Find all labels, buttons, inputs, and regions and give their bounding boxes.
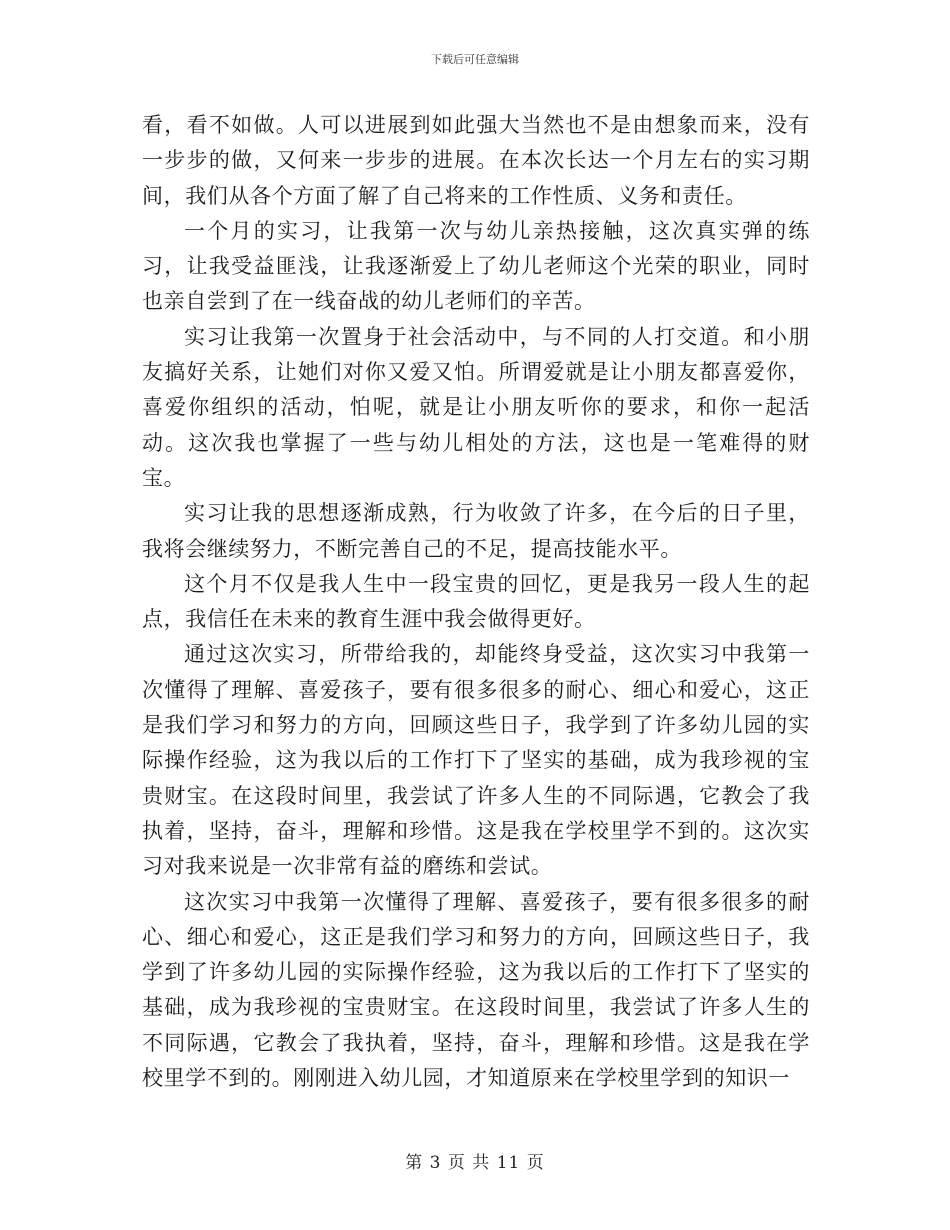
document-body	[142, 108, 810, 1096]
paragraph-5: 这个月不仅是我人生中一段宝贵的回忆，更是我另一段人生的起点，我信任在未来的教育生涯中我会做得更好。	[142, 571, 810, 632]
paragraph-3: 实习让我第一次置身于社会活动中，与不同的人打交道。和小朋友搞好关系，让她们对你又爱又怕。所谓爱就是让小朋友都喜爱你，喜爱你组织的活动，怕呢，就是让小朋友听你的要求，和你一起活动。这次我也掌握了一些与幼儿相处的方法，这也是一笔难得的财宝。	[142, 324, 810, 490]
paragraph-7: 这次实习中我第一次懂得了理解、喜爱孩子，要有很多很多的耐心、细心和爱心，这正是我们学习和努力的方向，回顾这些日子，我学到了许多幼儿园的实际操作经验，这为我以后的工作打下了坚实的基础，成为我珍视的宝贵财宝。在这段时间里，我尝试了许多人生的不同际遇，它教会了我执着，坚持，奋斗，理解和珍惜。这是我在学校里学不到的。刚刚进入幼儿园，才知道原来在学校里学到的知识一	[142, 889, 810, 1091]
paragraph-1: 看，看不如做。人可以进展到如此强大当然也不是由想象而来，没有一步步的做，又何来一步步的进展。在本次长达一个月左右的实习期间，我们从各个方面了解了自己将来的工作性质、义务和责任。	[142, 113, 810, 208]
page-number-footer: 第 3 页 共 11 页	[405, 1153, 545, 1173]
paragraph-6: 通过这次实习，所带给我的，却能终身受益，这次实习中我第一次懂得了理解、喜爱孩子，要有很多很多的耐心、细心和爱心，这正是我们学习和努力的方向，回顾这些日子，我学到了许多幼儿园的实际操作经验，这为我以后的工作打下了坚实的基础，成为我珍视的宝贵财宝。在这段时间里，我尝试了许多人生的不同际遇，它教会了我执着，坚持，奋斗，理解和珍惜。这是我在学校里学不到的。这次实习对我来说是一次非常有益的磨练和尝试。	[142, 642, 810, 879]
page-header: 下载后可任意编辑	[431, 53, 519, 66]
paragraph-2: 一个月的实习，让我第一次与幼儿亲热接触，这次真实弹的练习，让我受益匪浅，让我逐渐爱上了幼儿老师这个光荣的职业，同时也亲自尝到了在一线奋战的幼儿老师们的辛苦。	[142, 218, 810, 314]
paragraph-4: 实习让我的思想逐渐成熟，行为收敛了许多，在今后的日子里，我将会继续努力，不断完善自己的不足，提高技能水平。	[142, 501, 810, 561]
